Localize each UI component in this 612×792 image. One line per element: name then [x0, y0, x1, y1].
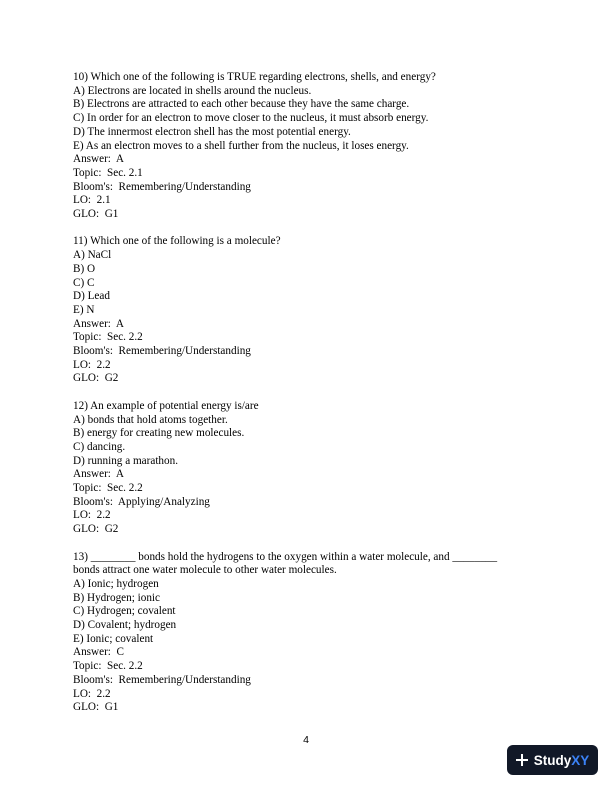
question-line: B) Electrons are attracted to each other because they have the same charge. — [73, 98, 410, 111]
question-line: GLO: G1 — [73, 208, 119, 221]
brand-main: Study — [533, 752, 572, 768]
question-line: C) In order for an electron to move closer to the nucleus, it must absorb energy. — [73, 112, 429, 125]
question-line: C) C — [73, 276, 95, 289]
question-line: D) Lead — [73, 290, 110, 303]
question-line: Answer: A — [73, 317, 124, 330]
studyxy-badge[interactable] — [507, 745, 598, 775]
question-line: A) Electrons are located in shells around the nucleus. — [73, 84, 312, 97]
question-line: C) Hydrogen; covalent — [73, 605, 176, 618]
question-line: C) dancing. — [73, 440, 126, 453]
question-line: GLO: G1 — [73, 701, 119, 714]
question-block — [73, 400, 543, 537]
question-line: LO: 2.2 — [73, 358, 111, 371]
question-line: LO: 2.2 — [73, 509, 111, 522]
question-line: bonds attract one water molecule to other water molecules. — [73, 564, 337, 577]
brand-accent: XY — [571, 752, 590, 768]
question-line: E) Ionic; covalent — [73, 632, 154, 645]
question-line: 12) An example of potential energy is/are — [73, 399, 259, 412]
question-line: Bloom's: Remembering/Understanding — [73, 180, 251, 193]
question-line: Topic: Sec. 2.1 — [73, 166, 143, 179]
question-line: D) running a marathon. — [73, 454, 179, 467]
question-block — [73, 551, 543, 715]
question-line: B) Hydrogen; ionic — [73, 591, 160, 604]
page-number: 4 — [303, 734, 309, 746]
question-line: Answer: C — [73, 646, 124, 659]
question-line: 13) ________ bonds hold the hydrogens to the oxygen within a water molecule, and ________ — [73, 550, 498, 563]
question-line: D) The innermost electron shell has the most potential energy. — [73, 125, 351, 138]
question-line: Topic: Sec. 2.2 — [73, 660, 143, 673]
question-line: D) Covalent; hydrogen — [73, 619, 177, 632]
question-line: 11) Which one of the following is a molecule? — [73, 235, 281, 248]
document-body — [73, 71, 543, 729]
question-line: B) energy for creating new molecules. — [73, 427, 245, 440]
question-line: B) O — [73, 262, 96, 275]
question-line: Topic: Sec. 2.2 — [73, 331, 143, 344]
question-line: A) NaCl — [73, 249, 112, 262]
question-line: Answer: A — [73, 153, 124, 166]
question-line: GLO: G2 — [73, 372, 119, 385]
question-line: Bloom's: Remembering/Understanding — [73, 345, 251, 358]
question-line: A) Ionic; hydrogen — [73, 577, 159, 590]
question-line: LO: 2.2 — [73, 687, 111, 700]
brand-name — [534, 753, 590, 768]
question-line: GLO: G2 — [73, 523, 119, 536]
question-block — [73, 71, 543, 222]
question-line: A) bonds that hold atoms together. — [73, 413, 228, 426]
question-line: E) As an electron moves to a shell further from the nucleus, it loses energy. — [73, 139, 409, 152]
question-line: 10) Which one of the following is TRUE regarding electrons, shells, and energy? — [73, 71, 436, 83]
question-line: LO: 2.1 — [73, 194, 111, 207]
question-line: Topic: Sec. 2.2 — [73, 482, 143, 495]
question-line: E) N — [73, 303, 95, 316]
plus-icon — [516, 754, 528, 766]
question-line: Bloom's: Remembering/Understanding — [73, 673, 251, 686]
question-block — [73, 235, 543, 386]
question-line: Bloom's: Applying/Analyzing — [73, 495, 210, 508]
question-line: Answer: A — [73, 468, 124, 481]
